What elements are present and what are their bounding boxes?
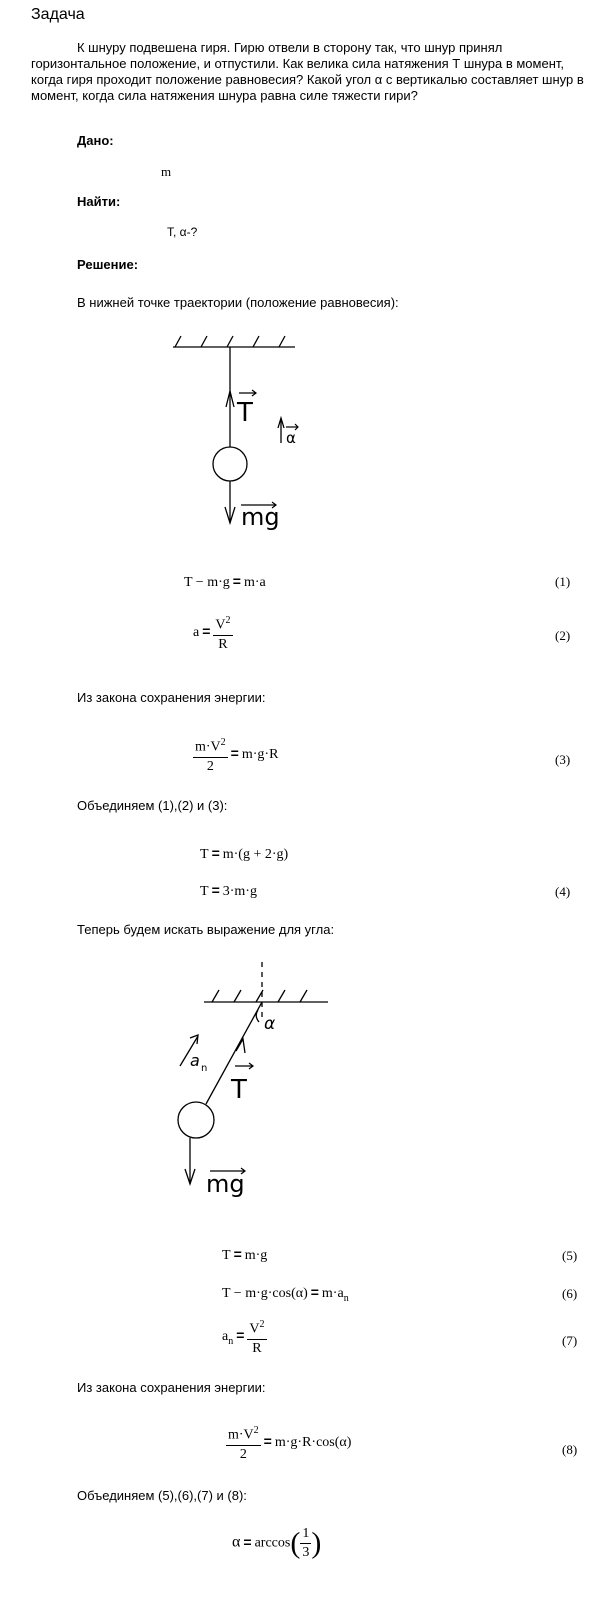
accel-label: a [190,1051,200,1070]
equation-5-number: (5) [562,1248,578,1263]
problem-text: К шнуру подвешена гиря. Гирю отвели в сторону так, что шнур принял горизонтальное положение, и отпустили. Как велика сила натяжения Т шнура в момент, когда гиря проходит положение равновесия? Какой угол α с вертикалью составляет шнур в момент, когда сила натяжения шнура равна силе тяжести гири? [31,40,584,103]
find-value: T, α-? [167,225,198,239]
alpha-label: α [264,1014,276,1034]
equation-6: $T - m\cdot g\cdot\cos(\alpha) = m\cdot a_n$ [222,1284,349,1304]
tension-label: T [237,398,253,428]
equation-2: a = $\frac{V^2}{R}$ [193,612,233,654]
equation-6-number: (6) [562,1286,578,1301]
given-value: m [161,164,172,179]
combine-text-2: Объединяем (5),(6),(7) и (8): [77,1488,247,1503]
weight-ball [178,1102,214,1138]
equation-7-number: (7) [562,1333,578,1348]
energy-law-text-2: Из закона сохранения энергии: [77,1380,266,1395]
accel-subscript: n [201,1063,208,1074]
tension-label: T [231,1075,247,1105]
equation-4a: T = m·(g + 2·g) [200,845,289,862]
gravity-label: mg [206,1170,245,1198]
solution-intro: В нижней точке траектории (положение равновесия): [77,295,399,310]
equation-3-number: (3) [555,752,571,767]
solution-label: Решение: [77,257,139,272]
equation-1: T − m·g = m·a [184,573,266,590]
angle-arc [256,1010,259,1022]
diagram-angle [160,958,335,1203]
equation-7: $a_n$ = $\frac{V^2}{R}$ [222,1316,267,1358]
energy-law-text-1: Из закона сохранения энергии: [77,690,266,705]
combine-text-1: Объединяем (1),(2) и (3): [77,798,228,813]
diagram-equilibrium [165,335,305,540]
final-equation: α = arccos( $\frac{1}{3}$ ) [232,1526,322,1560]
given-label: Дано: [77,133,114,148]
page-title: Задача [31,6,85,23]
equation-1-number: (1) [555,574,571,589]
equation-4-number: (4) [555,884,571,899]
equation-2-number: (2) [555,628,571,643]
find-label: Найти: [77,194,121,209]
equation-8-number: (8) [562,1442,578,1457]
accel-label: α [286,429,296,447]
equation-8: $\frac{m\cdot V^2}{2}$ = m·g·R·cos(α) [226,1422,351,1464]
equation-4b: T = 3·m·g [200,882,257,899]
gravity-label: mg [241,503,280,531]
equation-3: $\frac{m\cdot V^2}{2}$ = m·g·R [193,734,278,776]
angle-intro-text: Теперь будем искать выражение для угла: [77,922,335,937]
weight-ball [213,447,247,481]
equation-5: T = m·g [222,1246,268,1263]
